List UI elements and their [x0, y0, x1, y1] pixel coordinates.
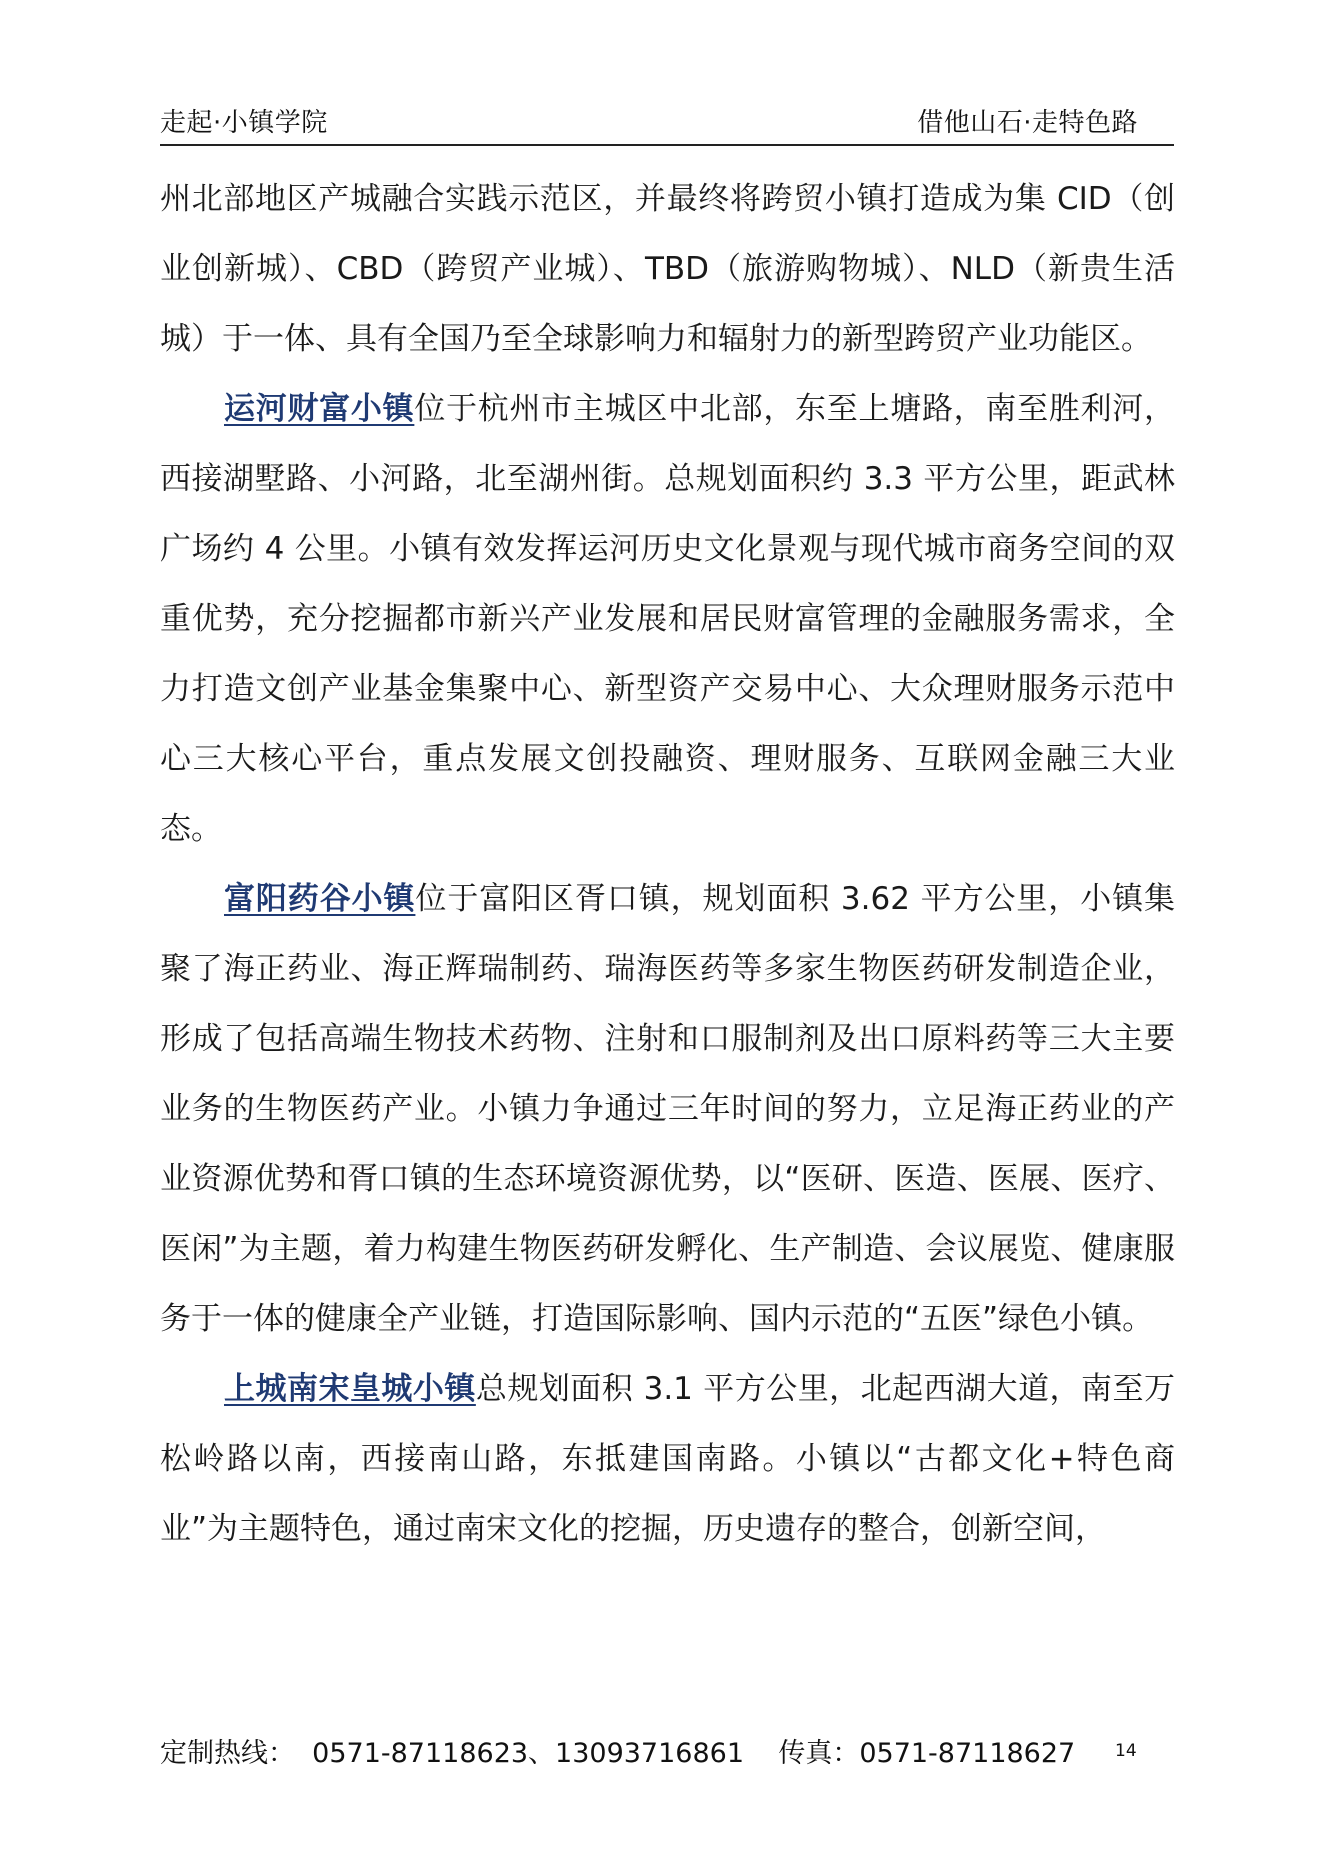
header-left-title: 走起·小镇学院	[160, 108, 328, 138]
town-name-link[interactable]: 运河财富小镇	[224, 391, 415, 427]
paragraph-continuation	[160, 164, 1175, 374]
paragraph-text: 州北部地区产城融合实践示范区，并最终将跨贸小镇打造成为集 CID（创业创新城）、CBD（跨贸产业城）、TBD（旅游购物城）、NLD（新贵生活城）于一体、具有全国乃至全球影响力和辐射力的新型跨贸产业功能区。	[160, 181, 1175, 357]
town-name-link[interactable]: 上城南宋皇城小镇	[224, 1371, 476, 1407]
header-right-title: 借他山石·走特色路	[917, 108, 1138, 138]
paragraph-text: 总规划面积 3.1 平方公里，北起西湖大道，南至万松岭路以南，西接南山路，东抵建国南路。小镇以“古都文化+特色商业”为主题特色，通过南宋文化的挖掘，历史遗存的整合，创新空间，	[160, 1371, 1175, 1547]
paragraph-text: 位于杭州市主城区中北部，东至上塘路，南至胜利河，西接湖墅路、小河路，北至湖州街。总规划面积约 3.3 平方公里，距武林广场约 4 公里。小镇有效发挥运河历史文化景观与现代城市商务空间的双重优势，充分挖掘都市新兴产业发展和居民财富管理的金融服务需求，全力打造文创产业基金集聚中心、新型资产交易中心、大众理财服务示范中心三大核心平台，重点发展文创投融资、理财服务、互联网金融三大业态。	[160, 391, 1176, 847]
page-header	[160, 100, 1174, 146]
paragraph-text: 位于富阳区胥口镇，规划面积 3.62 平方公里，小镇集聚了海正药业、海正辉瑞制药、瑞海医药等多家生物医药研发制造企业，形成了包括高端生物技术药物、注射和口服制剂及出口原料药等三大主要业务的生物医药产业。小镇力争通过三年时间的努力，立足海正药业的产业资源优势和胥口镇的生态环境资源优势，以“医研、医造、医展、医疗、医闲”为主题，着力构建生物医药研发孵化、生产制造、会议展览、健康服务于一体的健康全产业链，打造国际影响、国内示范的“五医”绿色小镇。	[160, 881, 1176, 1337]
paragraph-shangcheng-town	[160, 1354, 1175, 1564]
page-number: 14	[1115, 1741, 1137, 1761]
footer-contact: 定制热线： 0571-87118623、13093716861 传真：0571-87118627	[160, 1738, 1076, 1769]
paragraph-fuyang-town	[160, 864, 1175, 1354]
body-text	[160, 164, 1175, 1564]
page-footer	[160, 1731, 1174, 1771]
town-name-link[interactable]: 富阳药谷小镇	[224, 881, 416, 917]
paragraph-yunhe-town	[160, 374, 1175, 864]
